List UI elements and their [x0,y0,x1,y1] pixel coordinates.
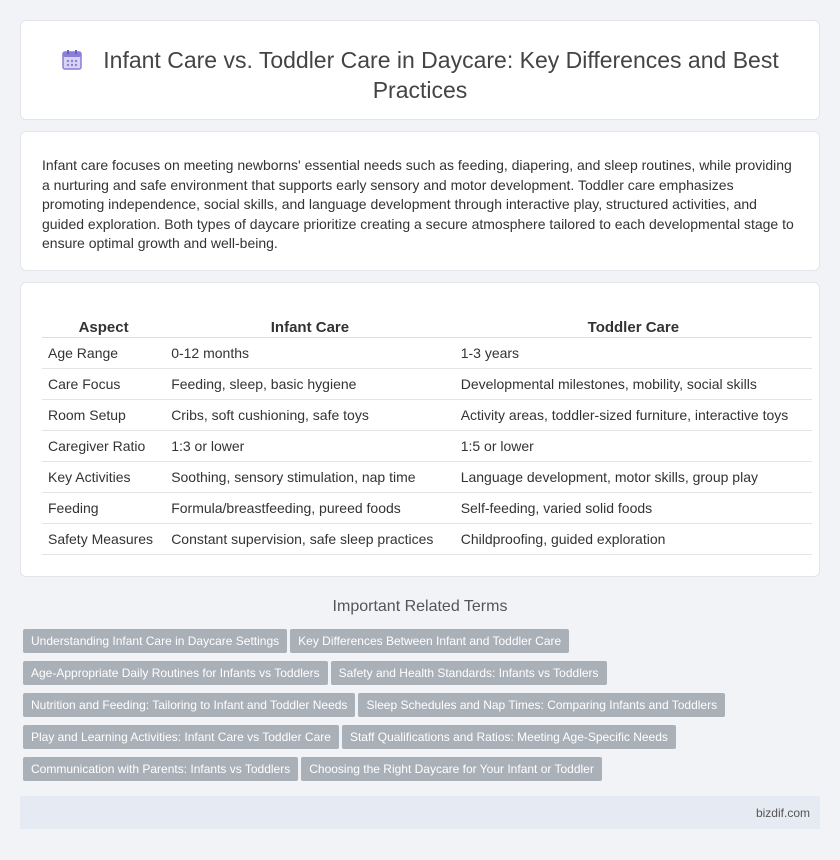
table-row [42,523,812,554]
row-aspect: Feeding [42,492,165,523]
term-row [23,757,823,789]
row-aspect: Age Range [42,337,165,368]
row-toddler: 1-3 years [455,337,812,368]
row-infant: 0-12 months [165,337,455,368]
header-toddler-care: Toddler Care [455,312,812,337]
calendar-icon [61,49,83,71]
term-row [23,725,823,757]
table-header-row [42,312,812,337]
header-card [20,20,820,120]
row-toddler: Self-feeding, varied solid foods [455,492,812,523]
related-term-tag[interactable]: Choosing the Right Daycare for Your Infant or Toddler [301,757,602,781]
related-term-tag[interactable]: Safety and Health Standards: Infants vs Toddlers [331,661,607,685]
row-infant: Constant supervision, safe sleep practices [165,523,455,554]
row-aspect: Caregiver Ratio [42,430,165,461]
footer-site-link[interactable]: bizdif.com [755,806,810,820]
row-toddler: Childproofing, guided exploration [455,523,812,554]
page-title-wrapper [21,45,819,105]
related-term-tag[interactable]: Sleep Schedules and Nap Times: Comparing Infants and Toddlers [358,693,725,717]
comparison-table [42,312,812,555]
row-infant: 1:3 or lower [165,430,455,461]
intro-card [20,131,820,271]
row-toddler: 1:5 or lower [455,430,812,461]
row-infant: Soothing, sensory stimulation, nap time [165,461,455,492]
row-infant: Formula/breastfeeding, pureed foods [165,492,455,523]
row-infant: Cribs, soft cushioning, safe toys [165,399,455,430]
table-row [42,368,812,399]
term-row [23,661,823,693]
related-term-tag[interactable]: Nutrition and Feeding: Tailoring to Infant and Toddler Needs [23,693,355,717]
comparison-table-card [20,282,820,577]
page-title: Infant Care vs. Toddler Care in Daycare: Key Differences and Best Practices [103,47,779,103]
row-infant: Feeding, sleep, basic hygiene [165,368,455,399]
row-aspect: Safety Measures [42,523,165,554]
related-terms-list [23,629,823,789]
related-term-tag[interactable]: Play and Learning Activities: Infant Care vs Toddler Care [23,725,339,749]
row-toddler: Language development, motor skills, group play [455,461,812,492]
row-toddler: Developmental milestones, mobility, social skills [455,368,812,399]
header-infant-care: Infant Care [165,312,455,337]
table-row [42,337,812,368]
related-term-tag[interactable]: Key Differences Between Infant and Toddler Care [290,629,569,653]
row-aspect: Care Focus [42,368,165,399]
related-term-tag[interactable]: Understanding Infant Care in Daycare Settings [23,629,287,653]
table-row [42,492,812,523]
related-term-tag[interactable]: Age-Appropriate Daily Routines for Infants vs Toddlers [23,661,328,685]
header-aspect: Aspect [42,312,165,337]
term-row [23,693,823,725]
intro-paragraph: Infant care focuses on meeting newborns' essential needs such as feeding, diapering, and sleep routines, while providing a nurturing and safe environment that supports early sensory and motor development. Toddler care emphasizes promoting independence, social skills, and language development through interactive play, structured activities, and guided exploration. Both types of daycare prioritize creating a secure atmosphere tailored to each developmental stage to ensure optimal growth and well-being. [42,157,794,251]
table-row [42,430,812,461]
table-row [42,399,812,430]
row-aspect: Key Activities [42,461,165,492]
related-terms-heading: Important Related Terms [332,598,508,615]
footer [20,796,820,829]
row-aspect: Room Setup [42,399,165,430]
related-term-tag[interactable]: Communication with Parents: Infants vs Toddlers [23,757,298,781]
term-row [23,629,823,661]
table-row [42,461,812,492]
row-toddler: Activity areas, toddler-sized furniture, interactive toys [455,399,812,430]
related-term-tag[interactable]: Staff Qualifications and Ratios: Meeting Age-Specific Needs [342,725,676,749]
